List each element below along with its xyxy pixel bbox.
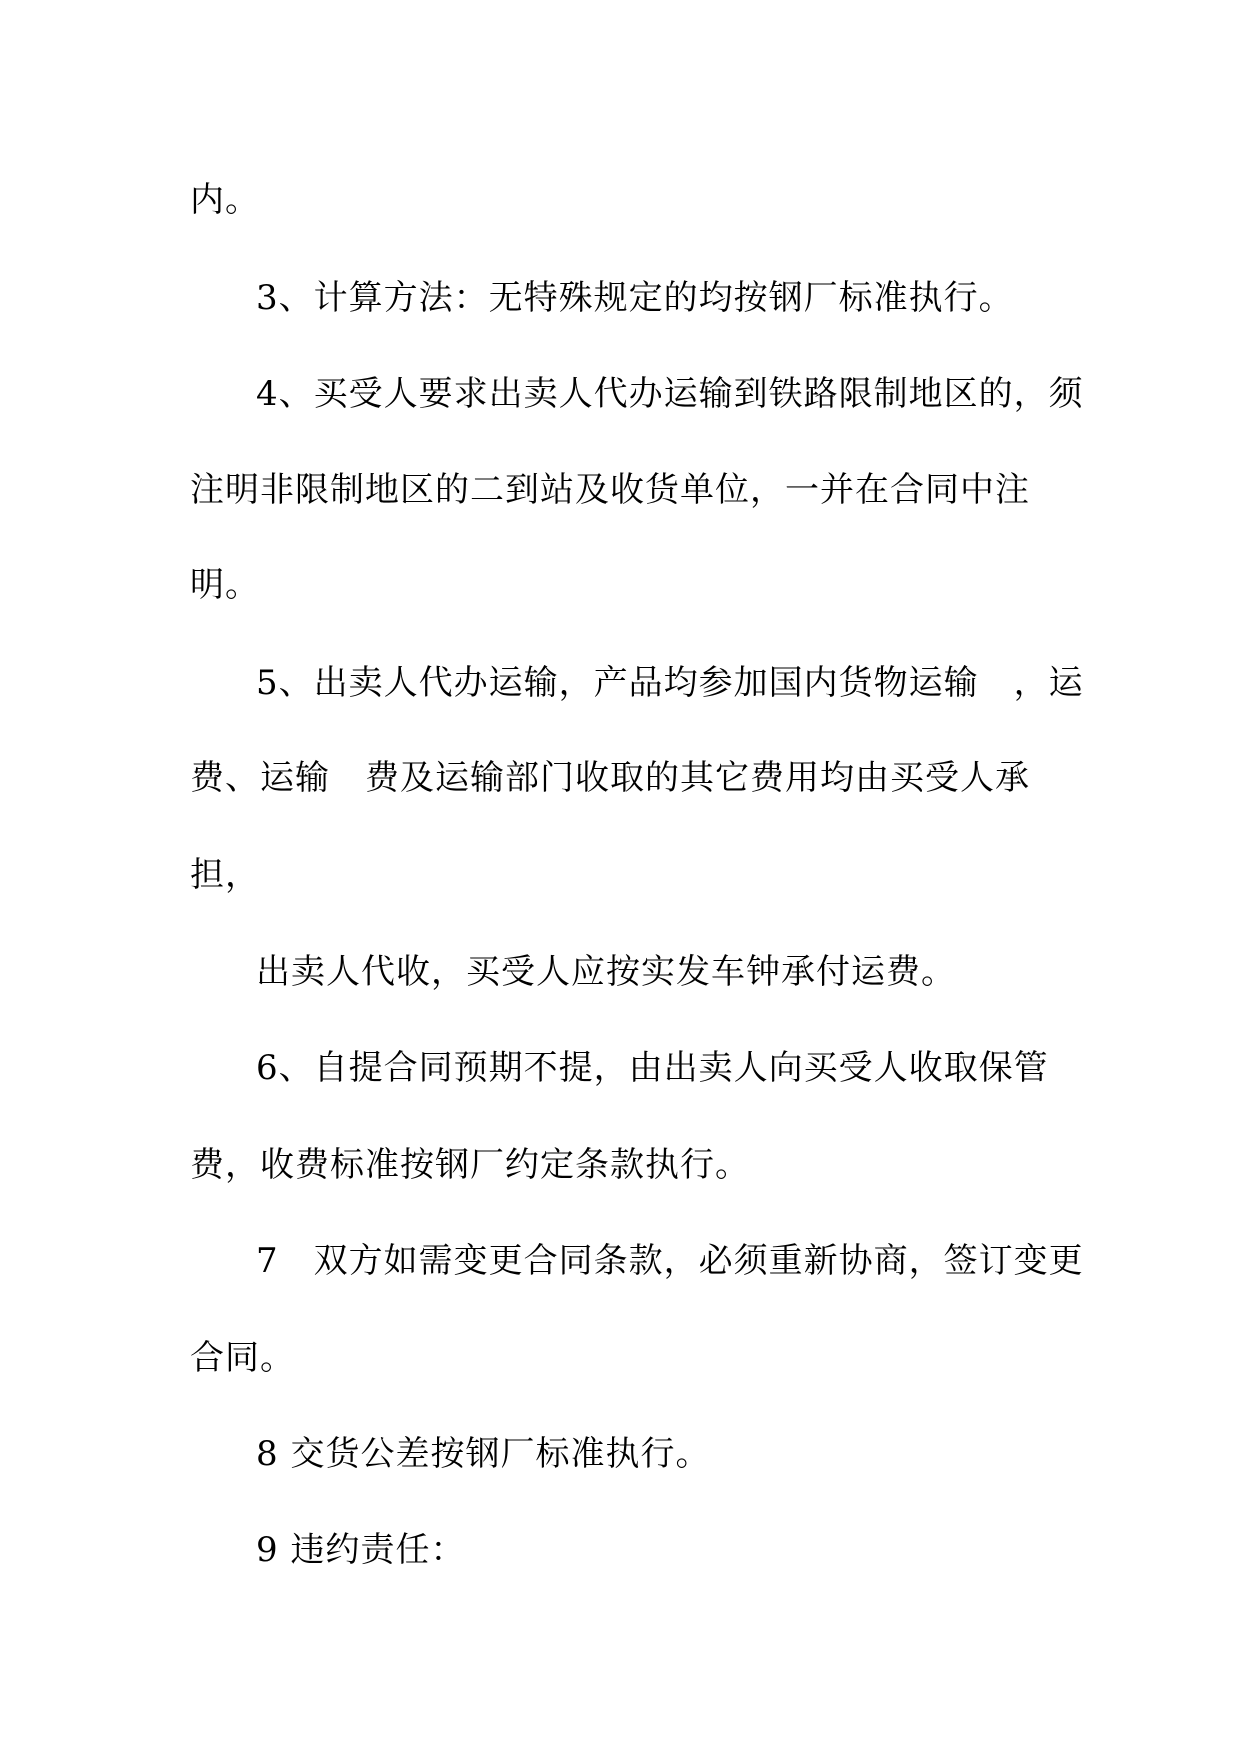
clause-5-line-4: 出卖人代收，买受人应按实发车钟承付运费。 — [256, 952, 956, 992]
clause-5-line-3: 担， — [190, 855, 260, 895]
clause-7-line-2: 合同。 — [190, 1338, 295, 1378]
clause-5-line-2: 费、运输 费及运输部门收取的其它费用均由买受人承 — [190, 758, 1030, 798]
text-line-1: 内。 — [190, 180, 260, 220]
clause-8-line: 8 交货公差按钢厂标准执行。 — [256, 1434, 711, 1474]
clause-6-line-2: 费，收费标准按钢厂约定条款执行。 — [190, 1145, 750, 1185]
clause-4-line-2: 注明非限制地区的二到站及收货单位，一并在合同中注 — [190, 470, 1030, 510]
clause-9-line: 9 违约责任： — [256, 1530, 466, 1570]
clause-7-line-1: 7 双方如需变更合同条款，必须重新协商，签订变更 — [256, 1241, 1084, 1281]
clause-5-line-1: 5、出卖人代办运输，产品均参加国内货物运输 ，运 — [256, 663, 1084, 703]
clause-3-line: 3、计算方法：无特殊规定的均按钢厂标准执行。 — [256, 278, 1014, 318]
clause-6-line-1: 6、自提合同预期不提，由出卖人向买受人收取保管 — [256, 1048, 1049, 1088]
clause-4-line-3: 明。 — [190, 565, 260, 605]
clause-4-line-1: 4、买受人要求出卖人代办运输到铁路限制地区的，须 — [256, 374, 1084, 414]
